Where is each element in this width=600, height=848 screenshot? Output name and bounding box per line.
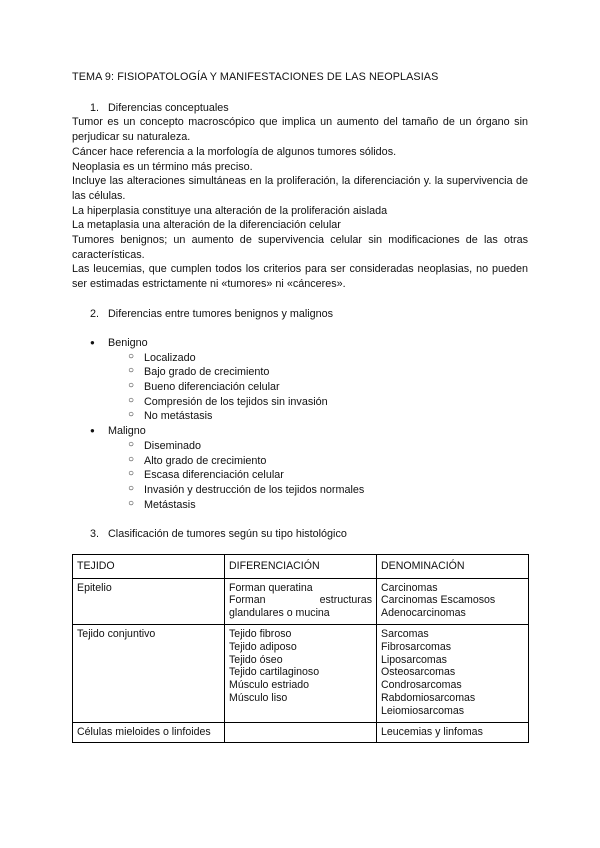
cell-line: Forman queratina — [229, 581, 313, 594]
list-item: ○ Bueno diferenciación celular — [128, 380, 528, 395]
table-row — [73, 578, 529, 624]
section-2-number: 2. — [90, 307, 100, 320]
cell-line: Carcinomas Escamosos — [381, 594, 496, 607]
cell-line: Tejido fibroso — [229, 627, 292, 640]
section-1-heading — [72, 101, 528, 116]
table-cell: Epitelio — [73, 578, 225, 624]
cell-line: Adenocarcinomas — [381, 607, 466, 620]
section-conceptual-differences — [72, 101, 528, 292]
cell-line: Músculo liso — [229, 691, 288, 704]
cell-line: Sarcomas — [381, 627, 429, 640]
paragraph: Cáncer hace referencia a la morfología de algunos tumores sólidos. — [72, 145, 397, 158]
paragraph: Las leucemias, que cumplen todos los criterios para ser consideradas neoplasias, no pueden ser estimadas estrictamente ni «tumores» ni «cánceres». — [72, 263, 528, 291]
section-2-title: Diferencias entre tumores benignos y malignos — [108, 307, 334, 320]
cell-line: Músculo estriado — [229, 679, 310, 692]
header-cell-denominacion: DENOMINACIÓN — [377, 554, 529, 578]
section-1-number: 1. — [90, 101, 100, 114]
paragraph: Incluye las alteraciones simultáneas en la proliferación, la diferenciación y. la supervivencia de las células. — [72, 175, 528, 202]
paragraph: La hiperplasia constituye una alteración de la proliferación aislada — [72, 204, 388, 217]
header-cell-diferenciacion: DIFERENCIACIÓN — [225, 554, 377, 578]
table-cell — [377, 578, 529, 624]
table-cell — [377, 624, 529, 722]
section-3-title: Clasificación de tumores según su tipo histológico — [108, 528, 347, 541]
list-item: ○ Localizado — [128, 351, 528, 366]
malignant-features-list — [90, 439, 528, 513]
cell-line: Leiomiosarcomas — [381, 704, 465, 717]
section-3-number: 3. — [90, 528, 100, 541]
list-item-maligno — [90, 424, 528, 512]
cell-line: Rabdomiosarcomas — [381, 691, 476, 704]
document-page — [72, 70, 528, 743]
list-item: ○ Compresión de los tejidos sin invasión — [128, 395, 528, 410]
cell-line: Fibrosarcomas — [381, 640, 452, 653]
bullet-label: ● Benigno — [90, 336, 528, 351]
table-cell: Tejido conjuntivo — [73, 624, 225, 722]
cell-line: Leucemias y linfomas — [381, 725, 483, 738]
cell-line: Carcinomas — [381, 581, 438, 594]
section-2-heading — [72, 307, 528, 322]
paragraph: La metaplasia una alteración de la diferenciación celular — [72, 219, 341, 232]
table-cell — [225, 624, 377, 722]
section-histological-classification — [72, 527, 528, 743]
section-benign-vs-malignant — [72, 307, 528, 513]
header-cell-tejido: TEJIDO — [73, 554, 225, 578]
list-item: ○ Metástasis — [128, 498, 528, 513]
list-item: ○ Diseminado — [128, 439, 528, 454]
table-header-row — [73, 554, 529, 578]
tumor-type-list — [72, 336, 528, 512]
cell-line: Osteosarcomas — [381, 666, 456, 679]
list-item: ○ No metástasis — [128, 409, 528, 424]
benign-features-list — [90, 351, 528, 425]
table-cell — [377, 722, 529, 743]
cell-line: Forman estructuras glandulares o mucina — [229, 594, 372, 620]
table-cell — [225, 722, 377, 743]
table-row — [73, 722, 529, 743]
paragraph: Neoplasia es un término más preciso. — [72, 160, 253, 173]
list-item: ○ Invasión y destrucción de los tejidos normales — [128, 483, 528, 498]
table-cell: Células mieloides o linfoides — [73, 722, 225, 743]
table-cell — [225, 578, 377, 624]
cell-line: Condrosarcomas — [381, 679, 462, 692]
list-item: ○ Alto grado de crecimiento — [128, 454, 528, 469]
section-3-heading — [72, 527, 528, 542]
table-row — [73, 624, 529, 722]
cell-line: Tejido cartilaginoso — [229, 666, 320, 679]
cell-line: Liposarcomas — [381, 653, 447, 666]
bullet-label: ● Maligno — [90, 424, 528, 439]
document-title: TEMA 9: FISIOPATOLOGÍA Y MANIFESTACIONES DE LAS NEOPLASIAS — [72, 71, 439, 83]
cell-line: Tejido óseo — [229, 653, 283, 666]
histology-table — [72, 554, 529, 744]
paragraph: Tumores benignos; un aumento de supervivencia celular sin modificaciones de las otras características. — [72, 234, 528, 261]
section-1-title: Diferencias conceptuales — [108, 101, 229, 114]
cell-line: Tejido adiposo — [229, 640, 297, 653]
paragraph: Tumor es un concepto macroscópico que implica un aumento del tamaño de un órgano sin perjudicar su naturaleza. — [72, 116, 528, 144]
list-item: ○ Escasa diferenciación celular — [128, 468, 528, 483]
list-item: ○ Bajo grado de crecimiento — [128, 365, 528, 380]
list-item-benigno — [90, 336, 528, 424]
